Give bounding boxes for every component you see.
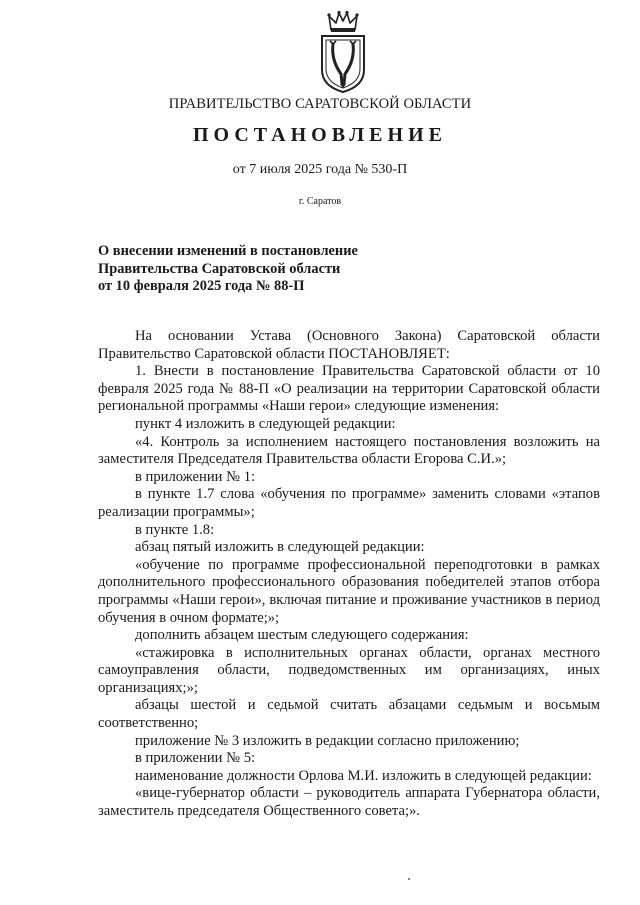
body-paragraph: в пункте 1.8: — [135, 521, 215, 538]
document-city: г. Саратов — [298, 196, 342, 207]
document-date-number: от 7 июля 2025 года № 530-П — [232, 162, 408, 177]
body-paragraph: На основании Устава (Основного Закона) Саратовской области Правительство Саратовской области ПОСТАНОВЛЯЕТ: — [98, 328, 600, 362]
body-paragraph: абзац пятый изложить в следующей редакции: — [135, 539, 425, 556]
body-paragraph: «стажировка в исполнительных органах области, органах местного самоуправления области, подведомственных им организациях, иных организациях;»; — [98, 644, 600, 696]
body-paragraph: «обучение по программе профессиональной переподготовки в рамках дополнительного профессионального образования победителей этапов отбора программы «Наши герои», включая питание и проживание участников в период обучения в очном формате;»; — [98, 556, 600, 626]
body-paragraph: пункт 4 изложить в следующей редакции: — [135, 415, 396, 432]
body-paragraph: в пункте 1.7 слова «обучения по программе» заменить словами «этапов реализации программы»; — [98, 486, 600, 520]
body-paragraph: в приложении № 1: — [135, 468, 256, 485]
body-paragraph: «4. Контроль за исполнением настоящего постановления возложить на заместителя Председателя Правительства области Егорова С.И.»; — [98, 433, 600, 468]
document-subject — [98, 243, 428, 296]
body-paragraph: «вице-губернатор области – руководитель аппарата Губернатора области, заместитель председателя Общественного совета;». — [98, 785, 600, 820]
document-body — [98, 328, 600, 821]
body-paragraph: в приложении № 5: — [135, 750, 256, 767]
organization-name: ПРАВИТЕЛЬСТВО САРАТОВСКОЙ ОБЛАСТИ — [168, 96, 472, 112]
subject-line: О внесении изменений в постановление — [98, 243, 358, 259]
body-paragraph: 1. Внести в постановление Правительства Саратовской области от 10 февраля 2025 года № 88-П «О реализации на территории Саратовской области региональной программы «Наши герои» следующие изменения: — [98, 363, 600, 415]
body-paragraph: дополнить абзацем шестым следующего содержания: — [135, 627, 469, 644]
body-paragraph: приложение № 3 изложить в редакции согласно приложению; — [135, 732, 520, 749]
subject-line: Правительства Саратовской области — [98, 260, 341, 277]
saratov-coat-of-arms-icon — [311, 10, 375, 94]
body-paragraph: наименование должности Орлова М.И. изложить в следующей редакции: — [135, 767, 592, 784]
document-type: ПОСТАНОВЛЕНИЕ — [193, 124, 447, 146]
scan-speck — [408, 878, 410, 880]
body-paragraph: абзацы шестой и седьмой считать абзацами седьмым и восьмым соответственно; — [98, 697, 600, 732]
subject-line: от 10 февраля 2025 года № 88-П — [98, 278, 305, 294]
